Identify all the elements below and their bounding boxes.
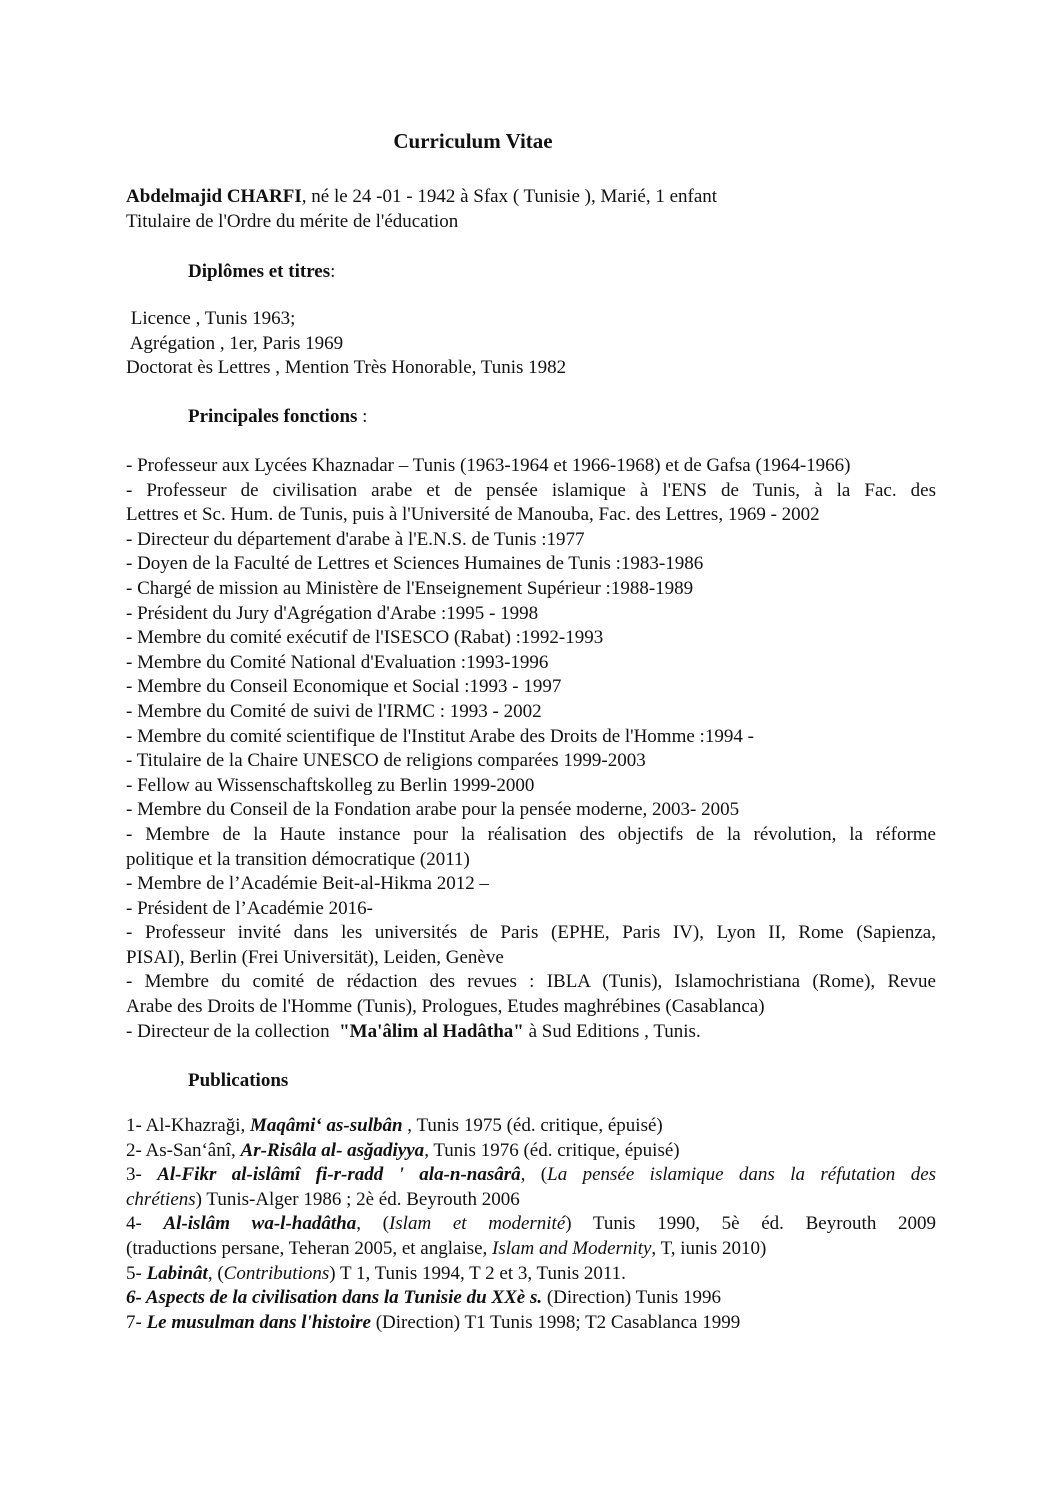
publication-title: Al-Fikr al-islâmî fi-r-radd ' ala-n-nasârâ	[157, 1164, 521, 1186]
publication-item-continuation	[126, 1237, 936, 1262]
publications-heading: Publications	[188, 1070, 289, 1091]
publication-item	[126, 1311, 936, 1336]
publication-title: Le musulman dans l'histoire	[146, 1311, 371, 1333]
function-item: - Fellow au Wissenschaftskolleg zu Berlin 1999-2000	[126, 774, 535, 796]
function-item: - Président de l’Académie 2016-	[126, 897, 373, 919]
function-item: - Membre de l’Académie Beit-al-Hikma 2012 –	[126, 873, 489, 895]
function-item-continuation: Arabe des Droits de l'Homme (Tunis), Prologues, Etudes maghrébines (Casablanca)	[126, 996, 765, 1018]
function-item: - Professeur de civilisation arabe et de pensée islamique à l'ENS de Tunis, à la Fac. des	[126, 479, 936, 501]
functions-list	[126, 454, 936, 1044]
publication-title: Ar-Risâla al- asğadiyya	[240, 1139, 425, 1161]
person-details: , né le 24 -01 - 1942 à Sfax ( Tunisie ), Marié, 1 enfant	[301, 186, 718, 207]
publication-text: (Direction) T1 Tunis 1998; T2 Casablanca 1999	[370, 1311, 741, 1333]
identity-block	[126, 185, 936, 234]
publication-text: ) T 1, Tunis 1994, T 2 et 3, Tunis 2011.	[329, 1262, 626, 1284]
publication-text: 7-	[126, 1311, 147, 1333]
publication-text: (Direction) Tunis 1996	[542, 1287, 722, 1309]
publication-item	[126, 1139, 936, 1164]
publication-text: , (	[207, 1262, 224, 1284]
publication-text: ) Tunis-Alger 1986 ; 2è éd. Beyrouth 2006	[195, 1188, 520, 1210]
publication-item-continuation	[126, 1188, 936, 1213]
diplomas-heading	[188, 260, 335, 285]
function-item: - Président du Jury d'Agrégation d'Arabe :1995 - 1998	[126, 602, 539, 624]
function-item: - Membre du Comité de suivi de l'IRMC : 1993 - 2002	[126, 700, 542, 722]
publication-title: Labinât	[146, 1262, 208, 1284]
publication-text: 1- Al-Khazraği,	[126, 1115, 250, 1136]
function-item: - Membre du Comité National d'Evaluation :1993-1996	[126, 651, 549, 673]
diploma-item: Doctorat ès Lettres , Mention Très Honorable, Tunis 1982	[126, 357, 567, 379]
publication-title: Al-islâm wa-l-hadâtha	[163, 1213, 357, 1235]
publication-text: , Tunis 1975 (éd. critique, épuisé)	[402, 1115, 663, 1136]
diplomas-heading-colon: :	[330, 261, 336, 282]
function-item: - Membre du comité exécutif de l'ISESCO (Rabat) :1992-1993	[126, 627, 604, 649]
publication-item	[126, 1286, 936, 1311]
publication-translation: Islam and Modernity	[492, 1237, 652, 1259]
functions-heading-colon: :	[357, 406, 368, 427]
publication-text: 5-	[126, 1262, 147, 1284]
functions-heading-text: Principales fonctions	[188, 406, 358, 427]
honor-line: Titulaire de l'Ordre du mérite de l'éducation	[126, 210, 459, 232]
collection-title: "Ma'âlim al Hadâtha"	[339, 1020, 524, 1042]
function-item-continuation: Lettres et Sc. Hum. de Tunis, puis à l'Université de Manouba, Fac. des Lettres, 1969 - 2002	[126, 504, 820, 526]
publication-translation: Islam et modernité	[388, 1213, 566, 1235]
function-item-text: à Sud Editions , Tunis.	[523, 1020, 701, 1042]
function-item: - Membre du Conseil de la Fondation arabe pour la pensée moderne, 2003- 2005	[126, 799, 740, 821]
publication-title: 6- Aspects de la civilisation dans la Tunisie du XXè s.	[126, 1287, 543, 1309]
publication-item	[126, 1262, 936, 1287]
diploma-item: Agrégation , 1er, Paris 1969	[126, 332, 344, 354]
publication-text: 4-	[126, 1213, 164, 1235]
publication-item	[126, 1114, 936, 1139]
function-item: - Membre du comité de rédaction des revues : IBLA (Tunis), Islamochristiana (Rome), Revue	[126, 971, 936, 993]
publication-item	[126, 1212, 936, 1237]
publication-text: , T, iunis 2010)	[651, 1237, 767, 1259]
diploma-item: Licence , Tunis 1963;	[126, 308, 296, 329]
publication-text: , Tunis 1976 (éd. critique, épuisé)	[424, 1139, 680, 1161]
function-item: - Directeur du département d'arabe à l'E.N.S. de Tunis :1977	[126, 528, 585, 550]
publication-item	[126, 1163, 936, 1188]
function-item-continuation: PISAI), Berlin (Frei Universität), Leiden, Genève	[126, 946, 504, 968]
publication-title: Maqâmi‘ as-sulbân	[249, 1115, 403, 1136]
page-title: Curriculum Vitae	[393, 129, 553, 153]
publication-text: ) Tunis 1990, 5è éd. Beyrouth 2009	[565, 1213, 936, 1235]
publication-text: , (	[520, 1164, 548, 1186]
function-item: - Professeur aux Lycées Khaznadar – Tunis (1963-1964 et 1966-1968) et de Gafsa (1964-1966)	[126, 455, 851, 476]
function-item: - Professeur invité dans les universités de Paris (EPHE, Paris IV), Lyon II, Rome (Sapienza,	[126, 922, 936, 944]
publication-translation: La pensée islamique dans la réfutation des	[547, 1164, 937, 1186]
function-item	[126, 1020, 936, 1045]
function-item: - Chargé de mission au Ministère de l'Enseignement Supérieur :1988-1989	[126, 577, 694, 599]
function-item: - Membre du Conseil Economique et Social :1993 - 1997	[126, 676, 562, 698]
publication-text: 3-	[126, 1164, 158, 1186]
diplomas-heading-text: Diplômes et titres	[188, 261, 331, 282]
publication-text: (traductions persane, Teheran 2005, et anglaise,	[126, 1237, 493, 1259]
function-item: - Membre de la Haute instance pour la réalisation des objectifs de la révolution, la réforme	[126, 823, 936, 845]
identity-line	[126, 185, 936, 210]
publication-text: , (	[356, 1213, 389, 1235]
functions-heading	[188, 405, 367, 430]
publication-text: 2- As-San‘ânî,	[126, 1139, 241, 1161]
function-item: - Titulaire de la Chaire UNESCO de religions comparées 1999-2003	[126, 750, 646, 772]
publications-list	[126, 1114, 936, 1335]
function-item: - Membre du comité scientifique de l'Institut Arabe des Droits de l'Homme :1994 -	[126, 725, 754, 747]
diplomas-list	[126, 307, 936, 381]
function-item-text: - Directeur de la collection	[126, 1020, 340, 1042]
publication-translation: Contributions	[223, 1262, 330, 1284]
function-item: - Doyen de la Faculté de Lettres et Sciences Humaines de Tunis :1983-1986	[126, 553, 704, 575]
person-name: Abdelmajid CHARFI	[126, 186, 302, 207]
function-item-continuation: politique et la transition démocratique (2011)	[126, 848, 470, 870]
publication-translation: chrétiens	[126, 1188, 196, 1210]
